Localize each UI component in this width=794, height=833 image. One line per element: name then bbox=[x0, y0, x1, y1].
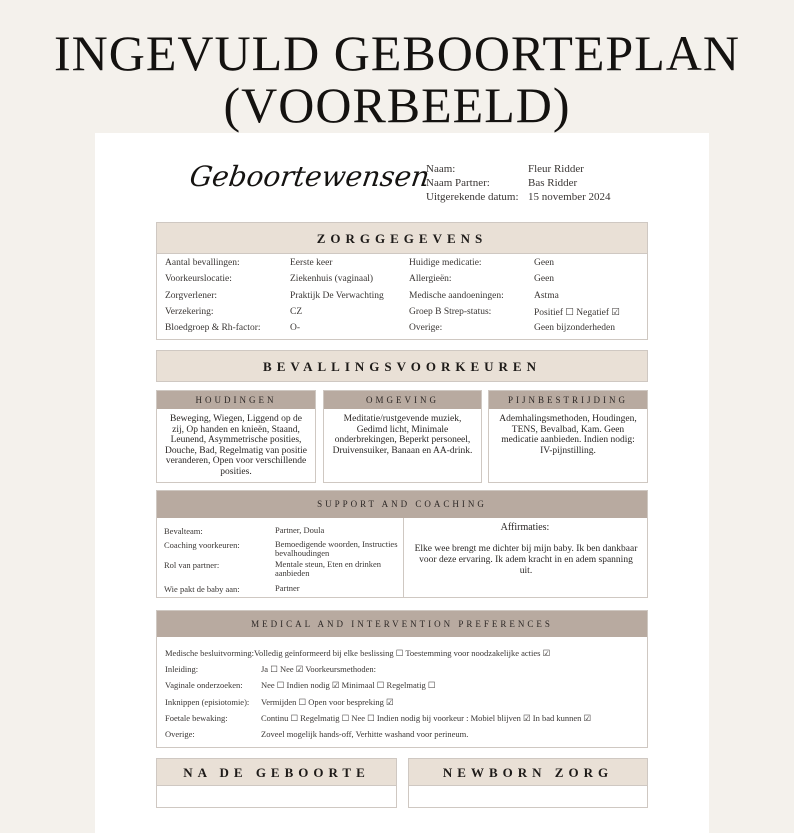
preference-card bbox=[156, 390, 316, 483]
preference-card bbox=[323, 390, 482, 483]
field-value: Positief ☐ Negatief ☑ bbox=[534, 307, 620, 318]
section-title: NEWBORN ZORG bbox=[409, 759, 647, 786]
field-value: Zoveel mogelijk hands-off, Verhitte washand voor perineum. bbox=[261, 729, 469, 739]
field-label: Voorkeurslocatie: bbox=[165, 274, 232, 285]
field-value: Vermijden ☐ Open voor bespreking ☑ bbox=[261, 696, 394, 707]
field-label: Aantal bevallingen: bbox=[165, 258, 240, 268]
support-section bbox=[156, 490, 648, 598]
section-title: MEDICAL AND INTERVENTION PREFERENCES bbox=[157, 611, 647, 637]
section-title: SUPPORT AND COACHING bbox=[157, 491, 647, 518]
field-value: Partner, Doula bbox=[275, 525, 325, 535]
meta-label: Uitgerekende datum: bbox=[426, 191, 519, 203]
script-heading: Geboortewensen bbox=[187, 160, 432, 193]
preference-card bbox=[488, 390, 648, 483]
card-title: HOUDINGEN bbox=[157, 391, 315, 409]
field-label: Huidige medicatie: bbox=[409, 258, 482, 268]
divider bbox=[403, 518, 404, 597]
meta-value: Fleur Ridder bbox=[528, 163, 584, 175]
field-label: Medische besluitvorming: bbox=[165, 648, 255, 658]
na-de-geboorte-section bbox=[156, 758, 397, 808]
field-label: Zorgverlener: bbox=[165, 290, 218, 301]
affirmations-title: Affirmaties: bbox=[500, 522, 550, 533]
field-label: Verzekering: bbox=[165, 306, 214, 317]
field-value: Ja ☐ Nee ☑ Voorkeursmethoden: bbox=[261, 664, 377, 675]
field-value: Geen bbox=[534, 274, 555, 285]
zorggegevens-section bbox=[156, 222, 648, 340]
section-title: ZORGGEGEVENS bbox=[157, 223, 647, 254]
card-body: Ademhalingsmethoden, Houdingen, TENS, Bevalbad, Kam. Geen medicatie aanbieden. Indien nodig: IV-pijnstilling. bbox=[499, 414, 637, 456]
meta-label: Naam: bbox=[426, 163, 456, 175]
newborn-zorg-section bbox=[408, 758, 648, 808]
field-value: Partner bbox=[275, 583, 300, 593]
field-label: Bloedgroep & Rh-factor: bbox=[165, 323, 261, 334]
field-label: Allergieën: bbox=[409, 274, 452, 285]
bevallingsvoorkeuren-title: BEVALLINGSVOORKEUREN bbox=[156, 350, 648, 382]
card-body: Beweging, Wiegen, Liggend op de zij, Op handen en knieën, Staand, Leunend, Asymmetrische posities, Douche, Bad, Regelmatig van positie veranderen, Open voor verschillende posities. bbox=[165, 414, 307, 477]
field-label: Inleiding: bbox=[165, 664, 199, 675]
field-label: Overige: bbox=[409, 323, 443, 334]
meta-value: Bas Ridder bbox=[528, 177, 578, 189]
field-label: Foetale bewaking: bbox=[165, 712, 228, 723]
meta-label: Naam Partner: bbox=[426, 177, 490, 189]
medical-row bbox=[165, 648, 550, 659]
field-label: Groep B Strep-status: bbox=[409, 306, 492, 317]
field-value: Ziekenhuis (vaginaal) bbox=[290, 274, 374, 285]
medical-row bbox=[165, 697, 394, 708]
card-title: OMGEVING bbox=[324, 391, 481, 409]
field-value: Geen bbox=[534, 258, 555, 268]
field-value: Astma bbox=[534, 290, 559, 301]
field-value: Praktijk De Verwachting bbox=[290, 290, 384, 301]
field-label: Vaginale onderzoeken: bbox=[165, 680, 243, 691]
field-label: Bevalteam: bbox=[164, 526, 203, 536]
field-value: Nee ☐ Indien nodig ☑ Minimaal ☐ Regelmatig ☐ bbox=[261, 680, 436, 691]
field-label: Coaching voorkeuren: bbox=[164, 540, 240, 550]
field-label: Medische aandoeningen: bbox=[409, 290, 504, 301]
page-title-line1: INGEVULD GEBOORTEPLAN bbox=[54, 25, 740, 81]
field-label: Rol van partner: bbox=[164, 560, 220, 570]
meta-value: 15 november 2024 bbox=[528, 191, 611, 203]
field-label: Inknippen (episiotomie): bbox=[165, 696, 250, 707]
medical-row bbox=[165, 664, 376, 675]
affirmations-text: Elke wee brengt me dichter bij mijn baby. Ik ben dankbaar voor deze ervaring. Ik adem kracht in en adem spanning uit. bbox=[414, 544, 638, 576]
field-value: Mentale steun, Eten en drinken aanbieden bbox=[275, 559, 381, 578]
card-title: PIJNBESTRIJDING bbox=[489, 391, 647, 409]
field-value: CZ bbox=[290, 306, 303, 317]
card-body: Meditatie/rustgevende muziek, Gedimd licht, Minimale onderbrekingen, Beperkt personeel, Druivensuiker, Banaan en AA-drink. bbox=[332, 414, 473, 456]
field-value: Bemoedigende woorden, Instructies bevalhoudingen bbox=[275, 539, 398, 558]
medical-section bbox=[156, 610, 648, 748]
page-title-line2: (VOORBEELD) bbox=[223, 77, 571, 133]
field-value: Eerste keer bbox=[290, 258, 333, 268]
medical-row bbox=[165, 729, 468, 739]
field-label: Overige: bbox=[165, 729, 195, 739]
field-label: Wie pakt de baby aan: bbox=[164, 584, 240, 594]
section-title: NA DE GEBOORTE bbox=[157, 759, 396, 786]
medical-row bbox=[165, 713, 591, 724]
field-value: Volledig geïnformeerd bij elke beslissing ☐ Toestemming voor noodzakelijke acties ☑ bbox=[254, 648, 551, 658]
field-value: Geen bijzonderheden bbox=[534, 323, 615, 334]
personal-info bbox=[426, 162, 610, 204]
field-value: O- bbox=[290, 323, 301, 334]
medical-row bbox=[165, 680, 435, 691]
field-value: Continu ☐ Regelmatig ☐ Nee ☐ Indien nodig bij voorkeur : Mobiel blijven ☑ In bad kunnen ☑ bbox=[261, 712, 592, 723]
